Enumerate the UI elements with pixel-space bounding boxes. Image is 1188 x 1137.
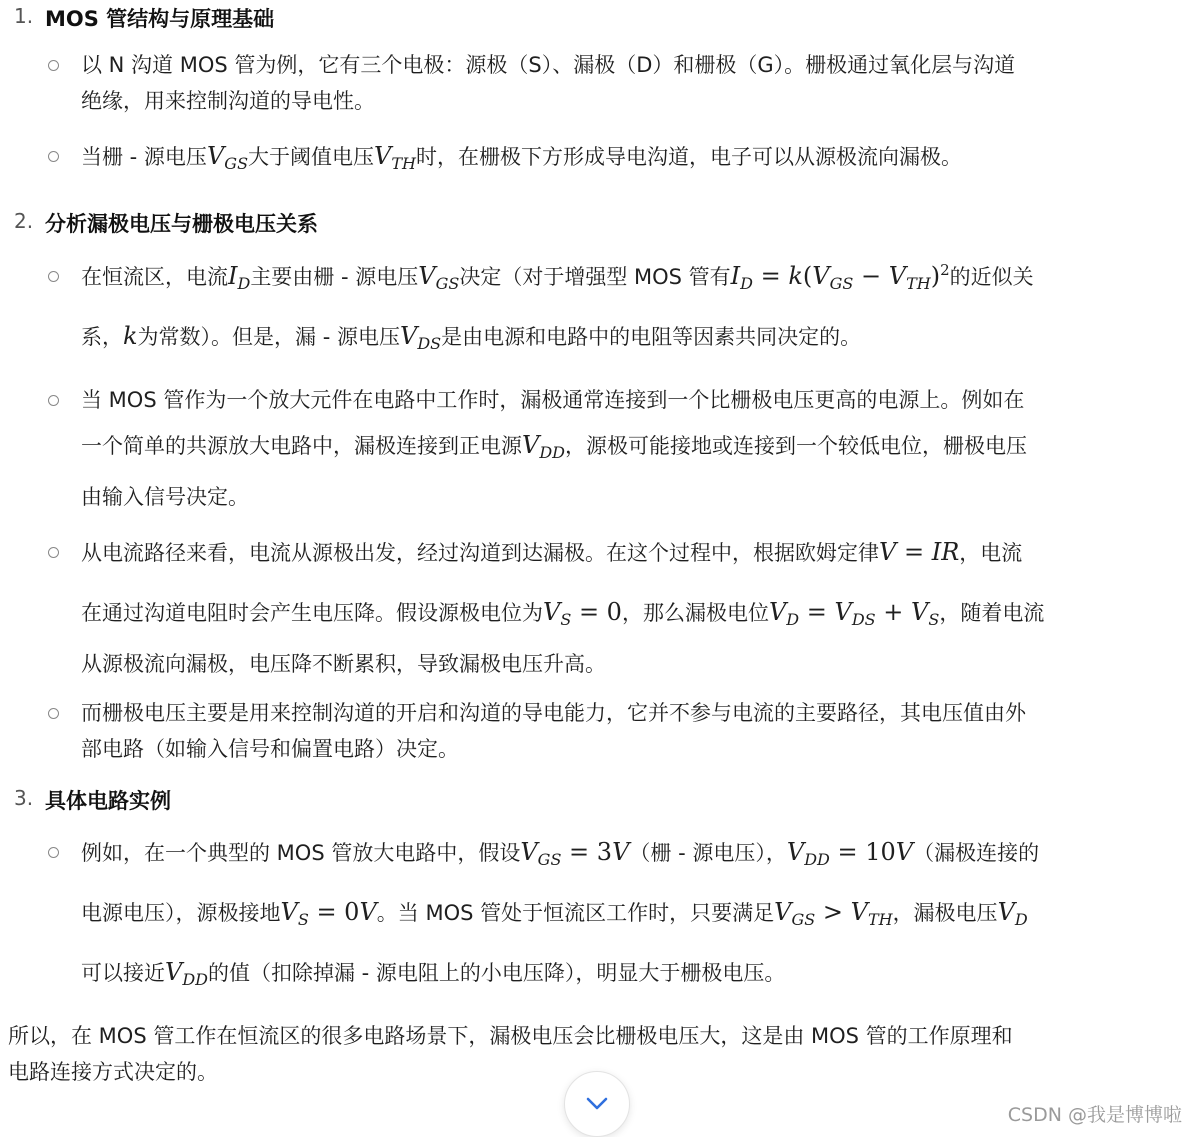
section-number: 2.	[14, 209, 34, 233]
math-vgs: $V_{GS}$	[206, 142, 249, 173]
section-number: 3.	[14, 786, 34, 810]
paragraph-line: 从电流路径来看，电流从源极出发，经过沟道到达漏极。在这个过程中，根据欧姆定律V = IR，电流	[81, 538, 1023, 566]
paragraph-line: 绝缘，用来控制沟道的导电性。	[81, 89, 375, 113]
paragraph-line: 系，k为常数）。但是，漏 - 源电压$V_{DS}$是由电源和电路中的电阻等因素共同决定的。	[81, 322, 862, 353]
closing-paragraph-line: 电路连接方式决定的。	[8, 1060, 218, 1084]
paragraph-line: 由输入信号决定。	[81, 485, 249, 509]
bullet-icon	[48, 151, 59, 162]
paragraph-line: 电源电压），源极接地$V_S = 0V$。当 MOS 管处于恒流区工作时，只要满足$V_{GS} > V_{TH}$，漏极电压$V_D$	[81, 898, 1028, 929]
section-title: 分析漏极电压与栅极电压关系	[45, 212, 318, 236]
bullet-icon	[48, 547, 59, 558]
paragraph-line: 一个简单的共源放大电路中，漏极连接到正电源$V_{DD}$，源极可能接地或连接到一个较低电位，栅极电压	[81, 431, 1027, 462]
watermark: CSDN @我是博博啦	[1007, 1104, 1182, 1126]
closing-paragraph-line: 所以，在 MOS 管工作在恒流区的很多电路场景下，漏极电压会比栅极电压大，这是由 MOS 管的工作原理和	[8, 1024, 1013, 1048]
section-number: 1.	[14, 4, 34, 28]
paragraph-line: 当 MOS 管作为一个放大元件在电路中工作时，漏极通常连接到一个比栅极电压更高的电源上。例如在	[81, 388, 1025, 412]
paragraph-line: 以 N 沟道 MOS 管为例，它有三个电极：源极（S）、漏极（D）和栅极（G）。栅极通过氧化层与沟道	[81, 53, 1016, 77]
paragraph-line: 可以接近$V_{DD}$的值（扣除掉漏 - 源电阻上的小电压降），明显大于栅极电压。	[81, 958, 786, 989]
paragraph-line: 部电路（如输入信号和偏置电路）决定。	[81, 737, 459, 761]
bullet-icon	[48, 847, 59, 858]
bullet-icon	[48, 60, 59, 71]
scroll-down-button[interactable]	[564, 1071, 630, 1137]
bullet-icon	[48, 395, 59, 406]
bullet-icon	[48, 708, 59, 719]
math-vth: $V_{TH}$	[374, 142, 416, 173]
paragraph-line: 而栅极电压主要是用来控制沟道的开启和沟道的导电能力，它并不参与电流的主要路径，其电压值由外	[81, 701, 1026, 725]
math-formula-id: $I_D = k(V_{GS} - V_{TH})^2$	[730, 261, 950, 293]
section-title: 具体电路实例	[45, 789, 171, 813]
section-title: MOS 管结构与原理基础	[45, 7, 275, 31]
paragraph-line: 在恒流区，电流$I_D$主要由栅 - 源电压$V_{GS}$决定（对于增强型 MOS 管有$I_D = k(V_{GS} - V_{TH})^2$的近似关	[81, 261, 1034, 293]
bullet-icon	[48, 271, 59, 282]
paragraph-line: 在通过沟道电阻时会产生电压降。假设源极电位为$V_S = 0$，那么漏极电位$V_D = V_{DS} + V_S$，随着电流	[81, 598, 1045, 629]
paragraph-line: 当栅 - 源电压$V_{GS}$大于阈值电压$V_{TH}$时，在栅极下方形成导电沟道，电子可以从源极流向漏极。	[81, 142, 962, 173]
paragraph-line: 从源极流向漏极，电压降不断累积，导致漏极电压升高。	[81, 652, 606, 676]
paragraph-line: 例如，在一个典型的 MOS 管放大电路中，假设$V_{GS} = 3V$（栅 - 源电压），$V_{DD} = 10V$（漏极连接的	[81, 838, 1040, 869]
chevron-down-icon	[585, 1094, 609, 1114]
